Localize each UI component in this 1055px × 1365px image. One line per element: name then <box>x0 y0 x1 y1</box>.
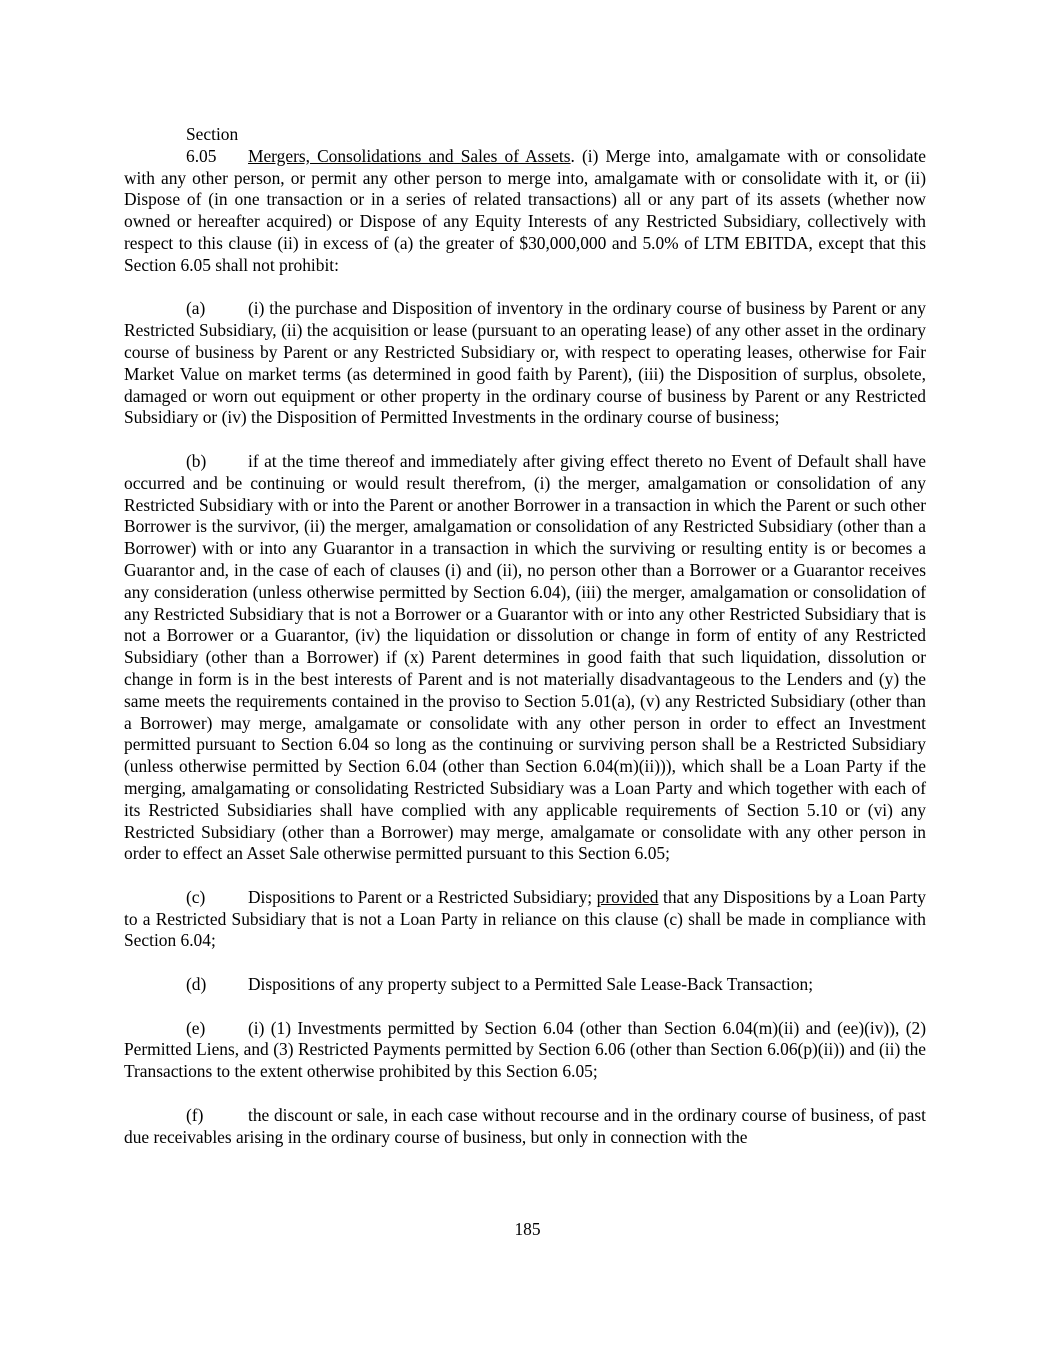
clause-d-label: (d) <box>186 974 207 995</box>
section-number: Section 6.05 <box>186 124 239 166</box>
document-page <box>124 124 926 1170</box>
clause-b-text: if at the time thereof and immediately after giving effect thereto no Event of Default shall have occurred and be continuing or would result therefrom, (i) the merger, amalgamation or consolidation of any Restricted Subsidiary with or into the Parent or another Borrower in a transaction in which the Parent or such other Borrower is the survivor, (ii) the merger, amalgamation or consolidation of any Restricted Subsidiary (other than a Borrower) with or into any Guarantor in a transaction in which the surviving or resulting entity is or becomes a Guarantor and, in the case of each of clauses (i) and (ii), no person other than a Borrower or a Guarantor receives any consideration (unless otherwise permitted by Section 6.04), (iii) the merger, amalgamation or consolidation of any Restricted Subsidiary that is not a Borrower or a Guarantor with or into any other Restricted Subsidiary that is not a Borrower or a Guarantor, (iv) the liquidation or dissolution or change in form of entity of any Restricted Subsidiary (other than a Borrower) if (x) Parent determines in good faith that such liquidation, dissolution or change in form is in the best interests of Parent and is not materially disadvantageous to the Lenders and (y) the same meets the requirements contained in the proviso to Section 5.01(a), (v) any Restricted Subsidiary (other than a Borrower) may merge, amalgamate or consolidate with any other person in order to effect an Investment permitted pursuant to Section 6.04 so long as the continuing or surviving person shall be a Restricted Subsidiary (unless otherwise permitted by Section 6.04 (other than Section 6.04(m)(ii))), which shall be a Loan Party if the merging, amalgamating or consolidating Restricted Subsidiary was a Loan Party and which together with each of its Restricted Subsidiaries shall have complied with any applicable requirements of Section 5.10 or (vi) any Restricted Subsidiary (other than a Borrower) may merge, amalgamate or consolidate with any other person in order to effect an Asset Sale otherwise permitted pursuant to this Section 6.05; <box>124 450 926 864</box>
section-title: Mergers, Consolidations and Sales of Assets <box>248 145 571 166</box>
clause-c-text-after: that any Dispositions by a Loan Party to a Restricted Subsidiary that is not a Loan Party in reliance on this clause (c) shall be made in compliance with Section 6.04; <box>124 886 926 951</box>
clause-a-text: (i) the purchase and Disposition of inventory in the ordinary course of business by Parent or any Restricted Subsidiary, (ii) the acquisition or lease (pursuant to an operating lease) of any other asset in the ordinary course of business by Parent or any Restricted Subsidiary or, with respect to operating leases, otherwise for Fair Market Value on market terms (as determined in good faith by Parent), (iii) the Disposition of surplus, obsolete, damaged or worn out equipment or other property in the ordinary course of business by Parent or any Restricted Subsidiary or (iv) the Disposition of Permitted Investments in the ordinary course of business; <box>124 298 926 428</box>
clause-c-label: (c) <box>186 886 206 907</box>
clause-c <box>124 887 926 952</box>
clause-a-label: (a) <box>186 298 206 319</box>
clause-b-label: (b) <box>186 450 207 471</box>
clause-f <box>124 1105 926 1149</box>
clause-e-text: (i) (1) Investments permitted by Section 6.04 (other than Section 6.04(m)(ii) and (ee)(iv)), (2) Permitted Liens, and (3) Restricted Payments permitted by Section 6.06 (other than Section 6.06(p)(ii)) and (ii) the Transactions to the extent otherwise prohibited by this Section 6.05; <box>124 1017 926 1082</box>
clause-e <box>124 1018 926 1083</box>
clause-d-text: Dispositions of any property subject to a Permitted Sale Lease-Back Transaction; <box>248 974 814 995</box>
section-heading-paragraph <box>124 124 926 277</box>
clause-c-text-before: Dispositions to Parent or a Restricted Subsidiary; <box>248 886 597 907</box>
clause-f-text: the discount or sale, in each case without recourse and in the ordinary course of business, of past due receivables arising in the ordinary course of business, but only in connection with the <box>124 1104 926 1147</box>
clause-d <box>124 974 926 996</box>
section-intro: . (i) Merge into, amalgamate with or consolidate with any other person, or permit any other person to merge into, amalgamate with or consolidate with it, or (ii) Dispose of (in one transaction or in a series of related transactions) all or any part of its assets (whether now owned or hereafter acquired) or Dispose of any Equity Interests of any Restricted Subsidiary, collectively with respect to this clause (ii) in excess of (a) the greater of $30,000,000 and 5.0% of LTM EBITDA, except that this Section 6.05 shall not prohibit: <box>124 145 927 275</box>
clause-e-label: (e) <box>186 1017 206 1038</box>
clause-f-label: (f) <box>186 1104 204 1125</box>
clause-a <box>124 298 926 429</box>
clause-b <box>124 451 926 865</box>
clause-c-provided: provided <box>596 886 659 907</box>
page-number: 185 <box>514 1219 541 1239</box>
